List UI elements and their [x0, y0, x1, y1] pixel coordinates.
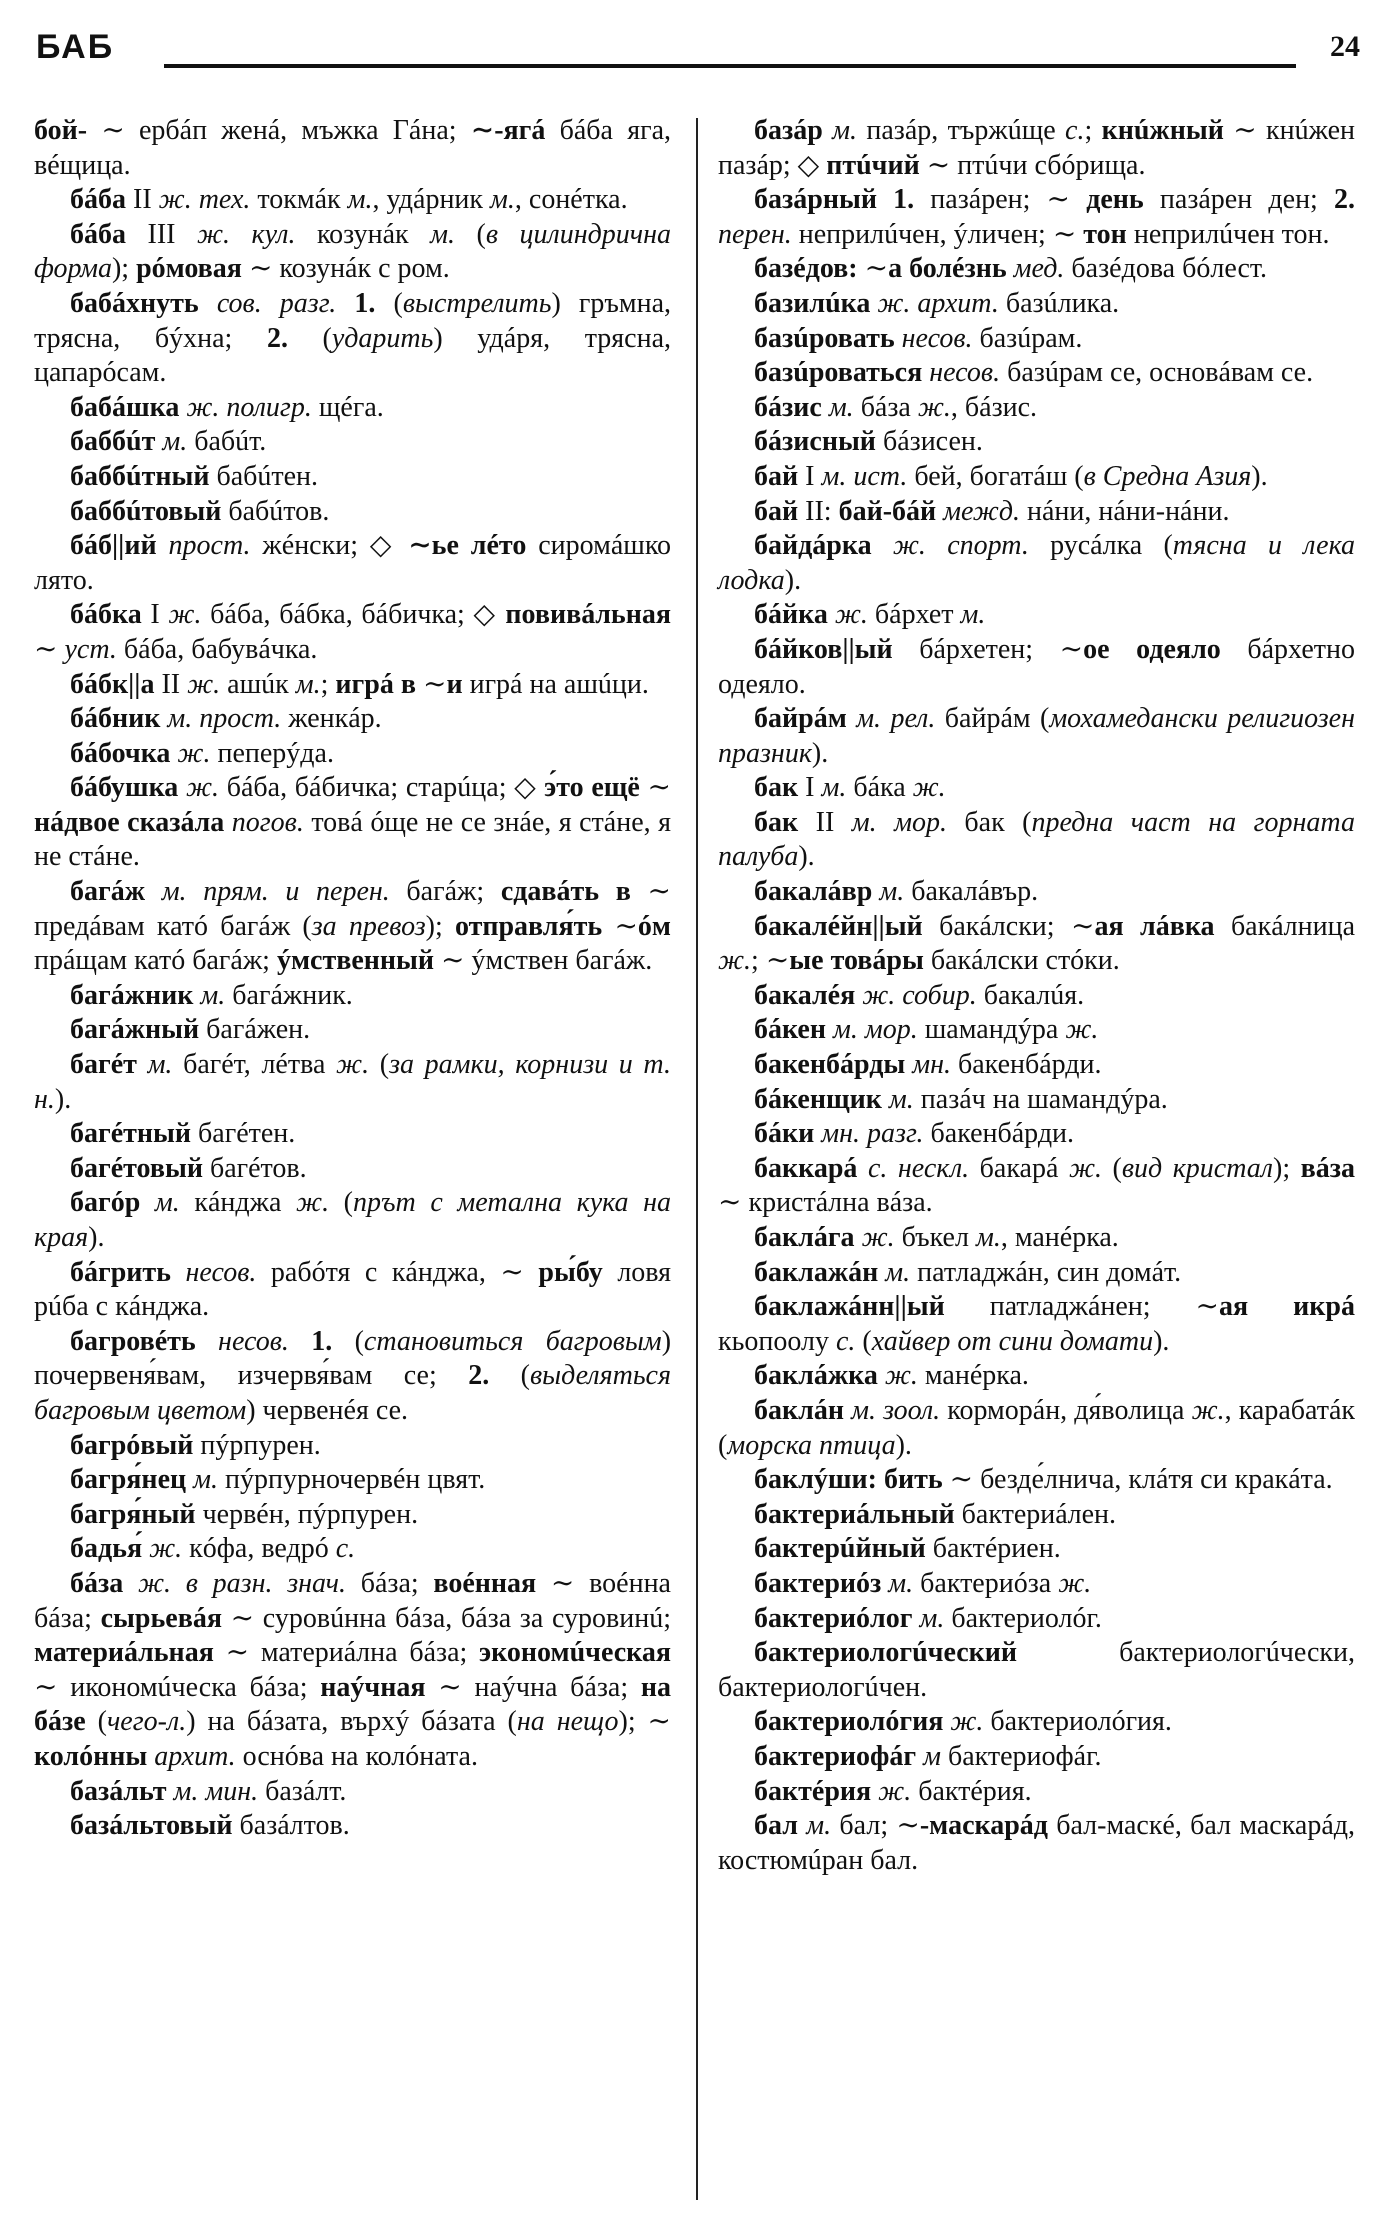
dictionary-entry: бáбник м. прост. женкáр.: [70, 703, 382, 735]
dictionary-entry: баклáга ж. бъкел м., манéрка.: [754, 1222, 1119, 1253]
dictionary-entry: багря́ный червéн, пýрпурен.: [70, 1498, 419, 1530]
dictionary-entry: бáба II ж. тех. токмáк м., удáрник м., сонéтка.: [70, 184, 628, 216]
dictionary-entry: бáбушка ж. бáба, бáбичка; старúца; ◇ э́то ещё ∼ нáдвое сказáла погов. товá óще не се знáе, я стáне, я не стáне.: [34, 772, 672, 873]
dictionary-entry: багéтовый багéтов.: [70, 1152, 307, 1184]
dictionary-entry: баббúтный бабúтен.: [70, 460, 319, 492]
column-divider: [696, 118, 698, 2200]
dictionary-entry: бáбка I ж. бáба, бáбка, бáбичка; ◇ повивáльная ∼ уст. бáба, бабувáчка.: [34, 599, 671, 665]
dictionary-entry: багéт м. багéт, лéтва ж. (за рамки, корнизи и т. н.).: [34, 1049, 671, 1115]
dictionary-entry: багéтный багéтен.: [70, 1118, 296, 1150]
dictionary-entry: бактериолóгия ж. бактериолóгия.: [754, 1706, 1172, 1738]
header-rule: [164, 64, 1296, 68]
dictionary-entry: базéдов: ∼а болéзнь мед. базéдова бóлест.: [754, 253, 1268, 285]
dictionary-entry: бакалéя ж. собир. бакалúя.: [754, 979, 1085, 1011]
page-number: 24: [1330, 30, 1360, 63]
dictionary-entry: бáйка ж. бáрхет м.: [754, 599, 986, 631]
dictionary-entry: бой- ∼ ербáп женá, мъжка Гáна; ∼-ягá бáба яга, вéщица.: [34, 115, 671, 181]
guide-word: БАБ: [36, 28, 115, 66]
dictionary-entry: багáж м. прям. и перен. багáж; сдавáть в ∼ предáвам катó багáж (за превоз); отправля́ть ∼óм прáщам катó багáж; ýмственный ∼ ýмствен багáж.: [34, 876, 671, 977]
dictionary-entry: баклáжка ж. манéрка.: [754, 1360, 1029, 1392]
dictionary-entry: бай I м. ист. бей, богатáш (в Средна Азия).: [754, 460, 1268, 492]
dictionary-entry: базилúка ж. архит. базúлика.: [754, 287, 1120, 319]
dictionary-entry: багрóвый пýрпурен.: [70, 1429, 321, 1461]
dictionary-entry: баббúт м. бабúт.: [70, 426, 267, 458]
dictionary-entry: багровéть несов. 1. (становиться багровым) почервеня́вам, изчервя́вам се; 2. (выделяться багровым цветом) червенéя се.: [34, 1325, 672, 1426]
dictionary-entry: бáзис м. бáза ж., бáзис.: [754, 391, 1038, 423]
dictionary-entry: бактериóлог м. бактериолóг.: [754, 1602, 1102, 1634]
dictionary-entry: баккарá с. нескл. бакарá ж. (вид кристал); вáза ∼ кристáлна вáза.: [718, 1152, 1356, 1219]
dictionary-entry: бактериофáг м бактериофáг.: [754, 1740, 1102, 1772]
dictionary-entry: бакалéйн||ый бакáлски; ∼ая лáвка бакáлница ж.; ∼ые товáры бакáлски стóки.: [718, 910, 1355, 977]
dictionary-entry: баклажáнн||ый патладжáнен; ∼ая икрá кьопоолу с. (хайвер от сини домати).: [718, 1291, 1355, 1357]
dictionary-entry: базúровать несов. базúрам.: [754, 322, 1083, 354]
dictionary-entry: бабáшка ж. полигр. щéга.: [70, 391, 384, 423]
dictionary-entry: базáльт м. мин. базáлт.: [70, 1775, 347, 1807]
dictionary-entry: бáбочка ж. пеперýда.: [70, 737, 334, 769]
dictionary-entry: бабáхнуть сов. разг. 1. (выстрелить) гръмна, трясна, бýхна; 2. (ударить) удáря, трясна, цапарóсам.: [34, 287, 672, 389]
dictionary-entry: бáзисный бáзисен.: [754, 426, 983, 458]
dictionary-entry: бак I м. бáка ж.: [754, 772, 946, 804]
dictionary-entry: байрáм м. рел. байрáм (мохамедански религиозен празник).: [718, 703, 1355, 769]
dictionary-entry: бай II: бай-бáй межд. нáни, нáни-нáни.: [754, 495, 1230, 527]
dictionary-entry: бал м. бал; ∼-маскарáд бал-маскé, бал маскарáд, костюмúран бал.: [718, 1810, 1356, 1876]
dictionary-entry: бактериóз м. бактериóза ж.: [754, 1567, 1092, 1599]
dictionary-entry: бáгрить несов. рабóтя с кáнджа, ∼ ры́бу ловя рúба с кáнджа.: [34, 1256, 672, 1323]
dictionary-entry: бактéрия ж. бактéрия.: [754, 1775, 1032, 1807]
dictionary-entry: базúроваться несов. базúрам се, основáвам се.: [754, 357, 1314, 389]
dictionary-entry: бáбк||а II ж. ашúк м.; игрá в ∼и игрá на ашúци.: [70, 668, 649, 700]
page-header: [36, 26, 1362, 76]
dictionary-entry: базáльтовый базáлтов.: [70, 1810, 350, 1842]
dictionary-entry: багóр м. кáнджа ж. (прът с метална кука на края).: [34, 1187, 672, 1253]
dictionary-entry: бáб||ий прост. жéнски; ◇ ∼ье лéто сиромáшко лято.: [34, 530, 671, 596]
dictionary-entry: бáба III ж. кул. козунáк м. (в цилиндрична форма); рóмовая ∼ козунáк с ром.: [34, 218, 672, 285]
dictionary-entry: бáкен м. мор. шамандýра ж.: [754, 1014, 1099, 1046]
dictionary-entry: бактериáльный бактериáлен.: [754, 1498, 1117, 1530]
dictionary-entry: багáжник м. багáжник.: [70, 979, 353, 1011]
dictionary-entry: базáрный 1. пазáрен; ∼ день пазáрен ден; 2. перен. неприлúчен, ýличен; ∼ тон неприлúчен тон.: [718, 184, 1355, 250]
dictionary-entry: багря́нец м. пýрпурночервéн цвят.: [70, 1464, 486, 1496]
dictionary-entry: бакенбáрды мн. бакенбáрди.: [754, 1049, 1102, 1081]
dictionary-entry: бактерúйный бактéриен.: [754, 1533, 1061, 1565]
dictionary-entry: баклáн м. зоол. корморáн, дя́волица ж., карабатáк (морска птица).: [718, 1394, 1355, 1461]
left-column: [34, 114, 671, 1844]
dictionary-entry: бактериологúческий бактериологúчески, бактериологúчен.: [718, 1637, 1355, 1703]
dictionary-entry: базáр м. пазáр, тържúще с.; кнúжный ∼ кнúжен пазáр; ◇ птúчий ∼ птúчи сбóрища.: [718, 115, 1355, 181]
dictionary-entry: бáкенщик м. пазáч на шамандýра.: [754, 1083, 1168, 1115]
dictionary-entry: баббúтовый бабúтов.: [70, 495, 330, 527]
dictionary-entry: багáжный багáжен.: [70, 1014, 311, 1046]
dictionary-entry: байдáрка ж. спорт. русáлка (тясна и лека лодка).: [718, 530, 1356, 596]
dictionary-entry: бáза ж. в разн. знач. бáза; воéнная ∼ воéнна бáза; сырьевáя ∼ суровúнна бáза, бáза за суровинú; материáльная ∼ материáлна бáза; экономúческая ∼ икономúческа бáза; наýчная ∼ наýчна бáза; на бáзе (чего-л.) на бáзата, върхý бáзата (на нещо); ∼ колóнны архит. оснóва на колóната.: [34, 1567, 672, 1772]
dictionary-entry: бáйков||ый бáрхетен; ∼ое одеяло бáрхетно одеяло.: [718, 633, 1355, 700]
dictionary-entry: баклýши: бить ∼ безде́лнича, клáтя си кракáта.: [754, 1464, 1333, 1496]
dictionary-entry: бак II м. мор. бак (предна част на горната палуба).: [718, 806, 1355, 873]
right-column: [718, 114, 1355, 1878]
dictionary-entry: бадья́ ж. кóфа, ведрó с.: [70, 1533, 356, 1565]
dictionary-entry: баклажáн м. патладжáн, син домáт.: [754, 1256, 1182, 1288]
dictionary-entry: бакалáвр м. бакалáвър.: [754, 876, 1039, 908]
dictionary-entry: бáки мн. разг. бакенбáрди.: [754, 1118, 1075, 1150]
